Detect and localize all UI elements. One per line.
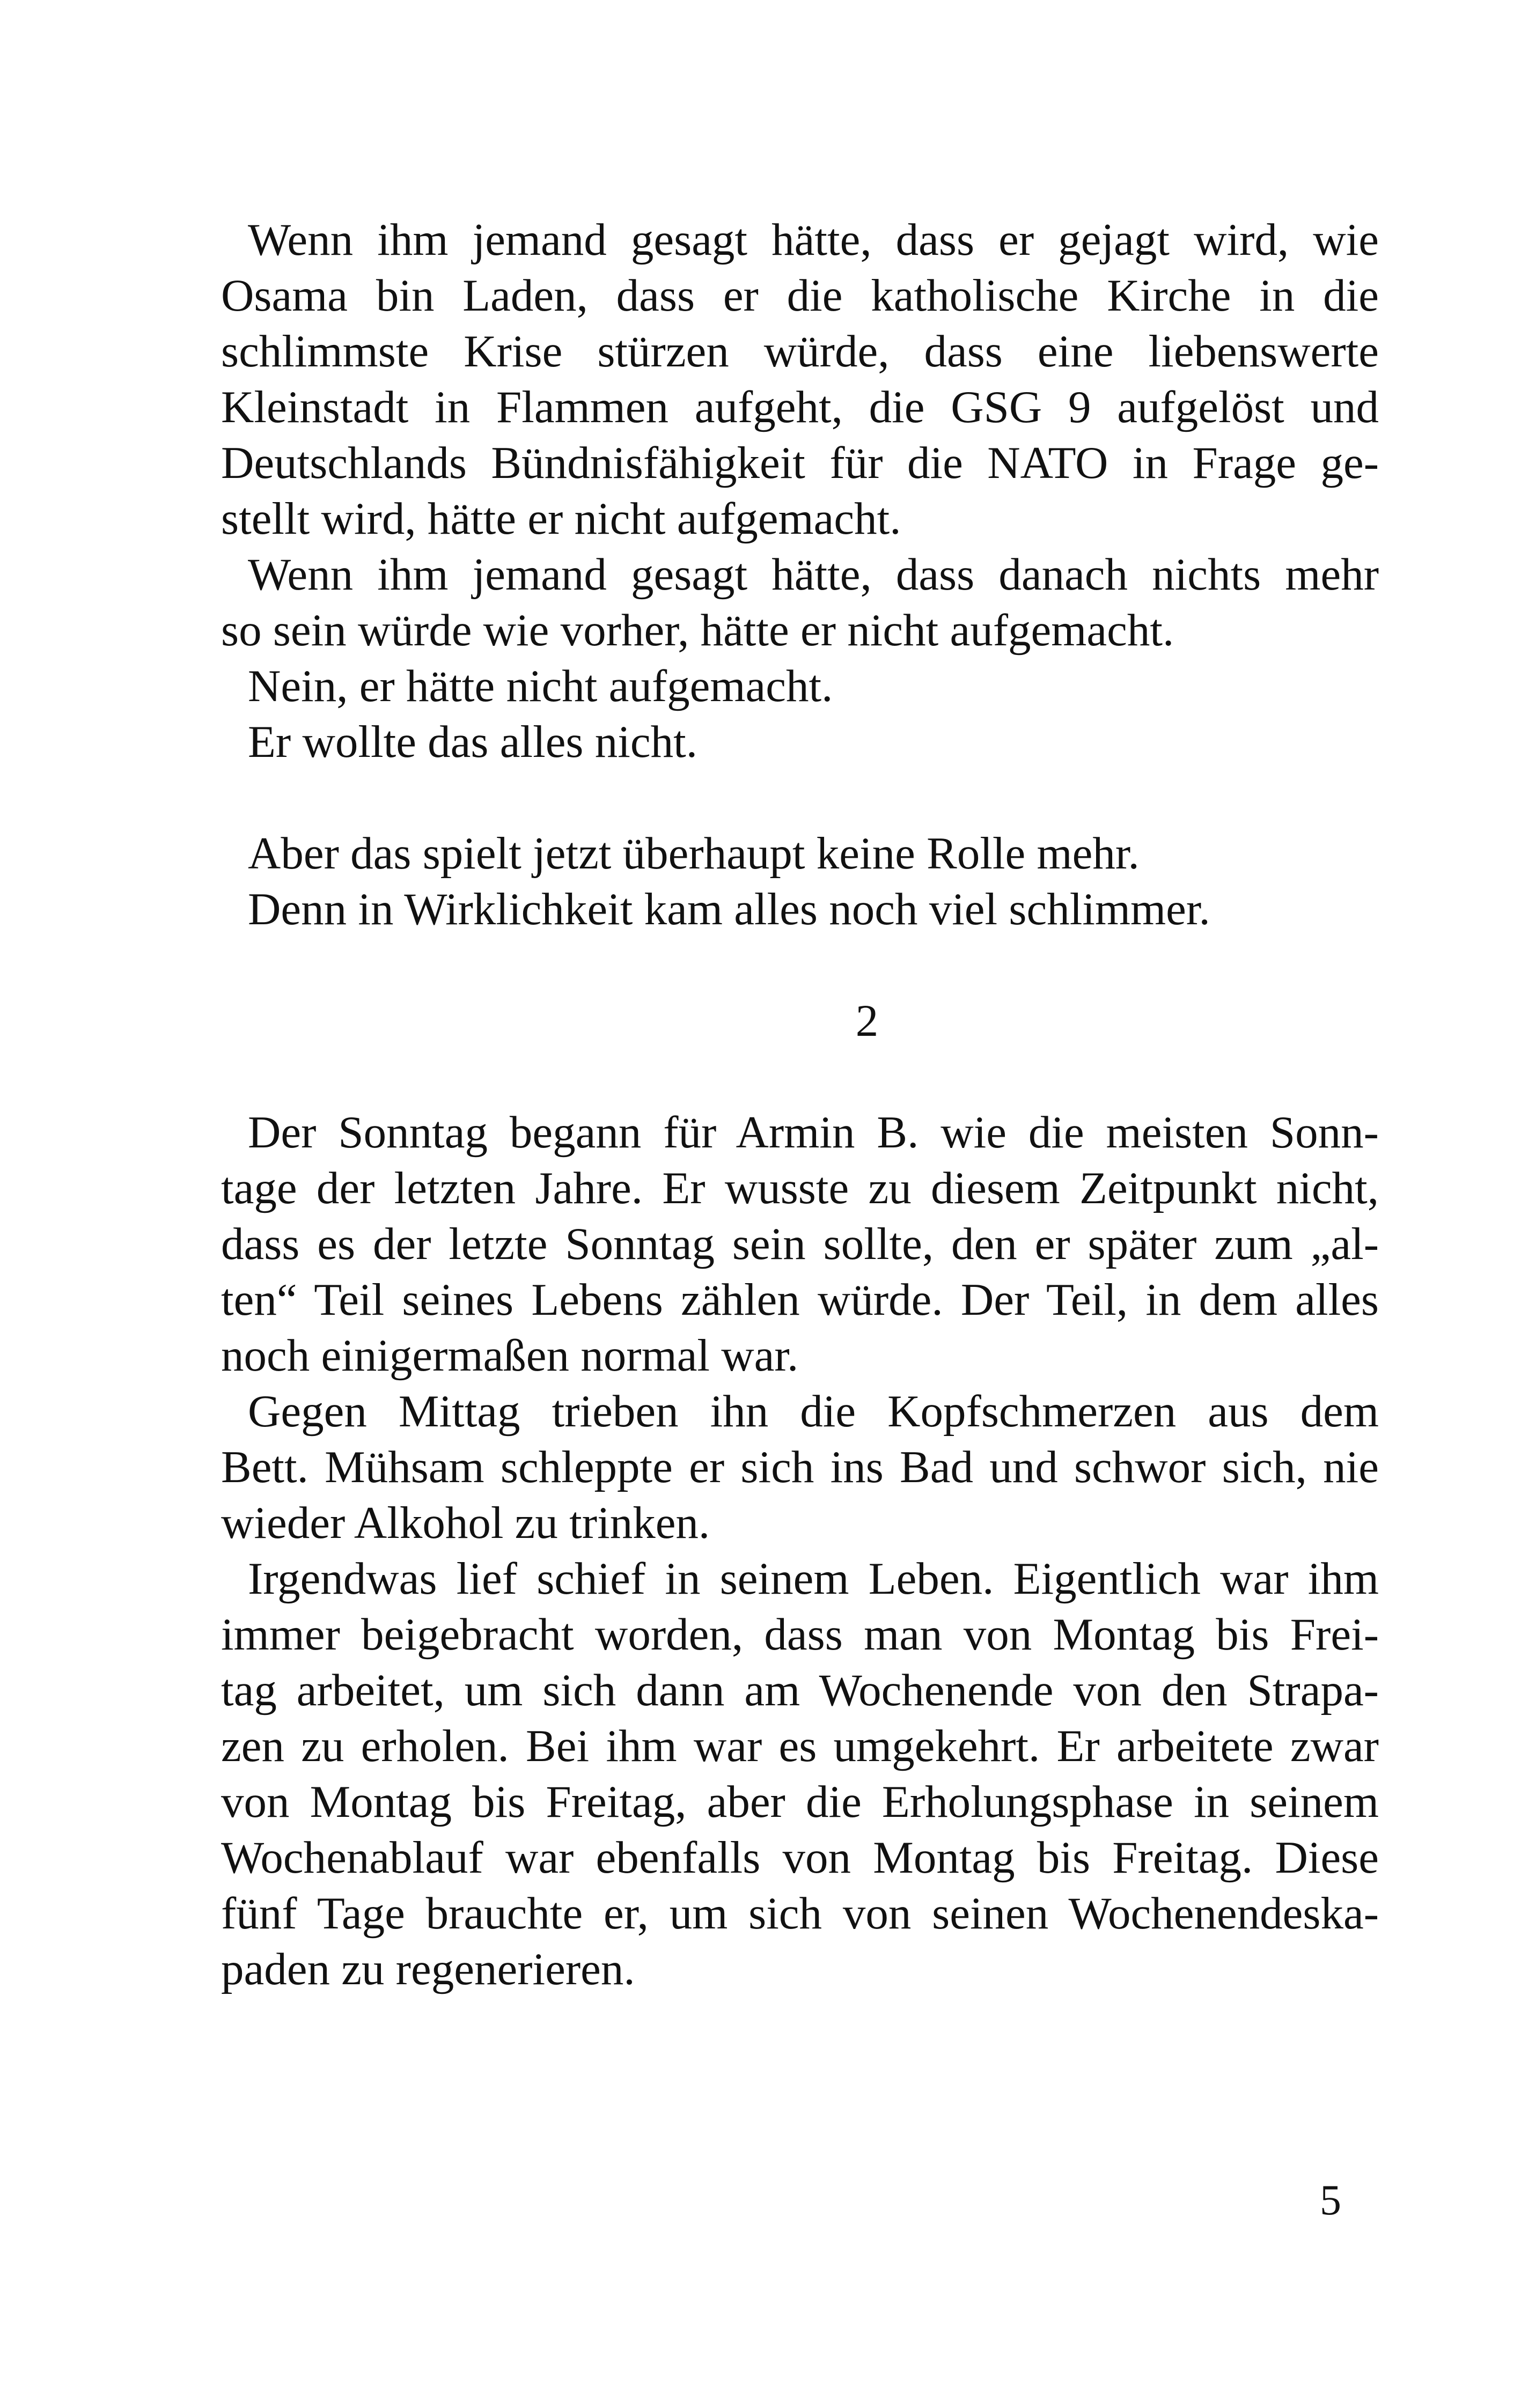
paragraph: [221, 881, 1379, 937]
closing-lines-section: [221, 826, 1379, 937]
paragraph: [221, 714, 1379, 770]
text-line: so sein würde wie vorher, hätte er nicht aufgemacht.: [221, 605, 1174, 656]
text-line: Osama bin Laden, dass er die katholische Kirche in die: [221, 270, 1379, 321]
text-line: noch einigermaßen normal war.: [221, 1330, 799, 1381]
text-line: von Montag bis Freitag, aber die Erholungsphase in seinem: [221, 1777, 1379, 1827]
body-text: [221, 212, 1379, 1997]
text-line: Wenn ihm jemand gesagt hätte, dass danach nichts mehr: [248, 549, 1379, 600]
text-line: wieder Alkohol zu trinken.: [221, 1498, 710, 1548]
section-break: [221, 1049, 1379, 1104]
text-line: tag arbeitet, um sich dann am Wochenende von den Strapa-: [221, 1665, 1379, 1715]
paragraph: [221, 658, 1379, 714]
text-line: Er wollte das alles nicht.: [248, 717, 697, 767]
text-line: Wenn ihm jemand gesagt hätte, dass er gejagt wird, wie: [248, 215, 1379, 265]
text-line: Der Sonntag begann für Armin B. wie die meisten Sonn-: [248, 1107, 1379, 1158]
chapter-two-section: [221, 1104, 1379, 1997]
paragraph: [221, 826, 1379, 881]
text-line: Wochenablauf war ebenfalls von Montag bis Freitag. Diese: [221, 1832, 1379, 1883]
text-line: Aber das spielt jetzt überhaupt keine Rolle mehr.: [248, 828, 1140, 879]
text-line: zen zu erholen. Bei ihm war es umgekehrt. Er arbeitete zwar: [221, 1721, 1379, 1771]
paragraph: [221, 1551, 1379, 1997]
section-break: [221, 937, 1379, 993]
text-line: Irgendwas lief schief in seinem Leben. Eigentlich war ihm: [248, 1553, 1379, 1604]
text-line: Nein, er hätte nicht aufgemacht.: [248, 661, 833, 711]
paragraph: [221, 547, 1379, 658]
opening-section: [221, 212, 1379, 770]
page-number: 5: [1320, 2177, 1341, 2224]
paragraph: [221, 1383, 1379, 1551]
text-line: fünf Tage brauchte er, um sich von seinen Wochenendeska-: [221, 1888, 1379, 1939]
text-line: paden zu regenerieren.: [221, 1944, 635, 1994]
text-line: schlimmste Krise stürzen würde, dass eine liebenswerte: [221, 326, 1379, 377]
text-line: ten“ Teil seines Lebens zählen würde. Der Teil, in dem alles: [221, 1275, 1379, 1325]
paragraph: [221, 212, 1379, 547]
text-line: stellt wird, hätte er nicht aufgemacht.: [221, 494, 901, 544]
text-line: tage der letzten Jahre. Er wusste zu diesem Zeitpunkt nicht,: [221, 1163, 1379, 1213]
text-line: Kleinstadt in Flammen aufgeht, die GSG 9 aufgelöst und: [221, 382, 1379, 432]
text-line: Denn in Wirklichkeit kam alles noch viel schlimmer.: [248, 884, 1210, 934]
text-line: immer beigebracht worden, dass man von Montag bis Frei-: [221, 1609, 1379, 1660]
text-line: Deutschlands Bündnisfähigkeit für die NATO in Frage ge-: [221, 438, 1379, 488]
text-line: dass es der letzte Sonntag sein sollte, den er später zum „al-: [221, 1219, 1379, 1269]
paragraph: [221, 1104, 1379, 1383]
section-break: [221, 770, 1379, 826]
text-line: Gegen Mittag trieben ihn die Kopfschmerzen aus dem: [248, 1386, 1379, 1437]
text-line: Bett. Mühsam schleppte er sich ins Bad und schwor sich, nie: [221, 1442, 1379, 1492]
chapter-number: 2: [855, 996, 879, 1046]
